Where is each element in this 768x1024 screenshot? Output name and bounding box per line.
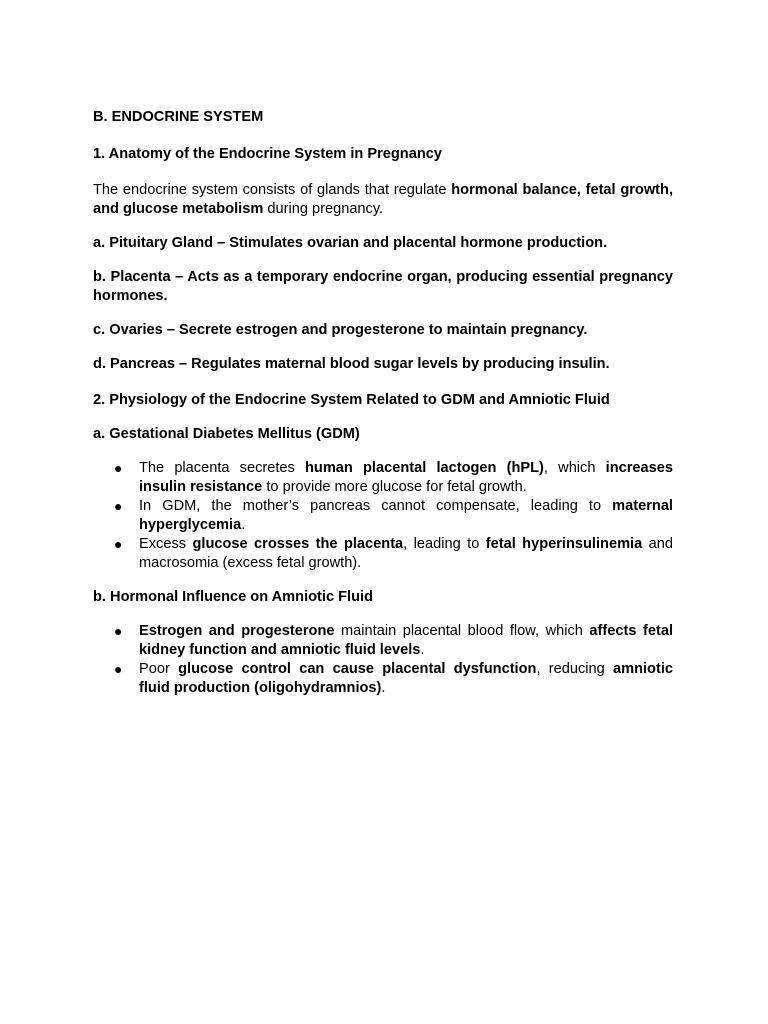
list-item-text: Excess glucose crosses the placenta, leading to fetal hyperinsulinemia and macrosomia (excess fetal growth). [139, 536, 673, 571]
list-item-text: The placenta secretes human placental lactogen (hPL), which increases insulin resistance to provide more glucose for fetal growth. [139, 460, 673, 495]
part1-heading: 1. Anatomy of the Endocrine System in Pregnancy [93, 146, 442, 162]
part2-heading: 2. Physiology of the Endocrine System Related to GDM and Amniotic Fluid [93, 392, 610, 408]
part1-item-pancreas: d. Pancreas – Regulates maternal blood sugar levels by producing insulin. [93, 356, 610, 372]
document-page [93, 108, 673, 698]
part1-item-ovaries: c. Ovaries – Secrete estrogen and progesterone to maintain pregnancy. [93, 322, 588, 338]
list-item [93, 622, 673, 660]
list-item-text: In GDM, the mother’s pancreas cannot compensate, leading to maternal hyperglycemia. [139, 498, 673, 533]
list-item-text: Estrogen and progesterone maintain placental blood flow, which affects fetal kidney function and amniotic fluid levels. [139, 623, 673, 658]
part2-sub-a-heading: a. Gestational Diabetes Mellitus (GDM) [93, 426, 360, 442]
list-item-text: Poor glucose control can cause placental dysfunction, reducing amniotic fluid production (oligohydramnios). [139, 661, 674, 696]
part2-sub-b-heading: b. Hormonal Influence on Amniotic Fluid [93, 589, 373, 605]
bullet-icon: ● [114, 623, 123, 639]
section-title: B. ENDOCRINE SYSTEM [93, 109, 264, 125]
bullet-icon: ● [114, 498, 123, 514]
part1-item-placenta: b. Placenta – Acts as a temporary endocrine organ, producing essential pregnancy hormones. [93, 269, 673, 304]
part1-intro: The endocrine system consists of glands that regulate hormonal balance, fetal growth, and glucose metabolism during pregnancy. [93, 182, 674, 217]
list-item [93, 660, 673, 698]
gdm-bullet-list [93, 459, 673, 573]
bullet-icon: ● [114, 661, 123, 677]
bullet-icon: ● [114, 460, 123, 476]
list-item [93, 459, 673, 497]
list-item [93, 535, 673, 573]
part1-item-pituitary: a. Pituitary Gland – Stimulates ovarian and placental hormone production. [93, 235, 608, 251]
list-item [93, 497, 673, 535]
amniotic-bullet-list [93, 622, 673, 698]
bullet-icon: ● [114, 536, 123, 552]
